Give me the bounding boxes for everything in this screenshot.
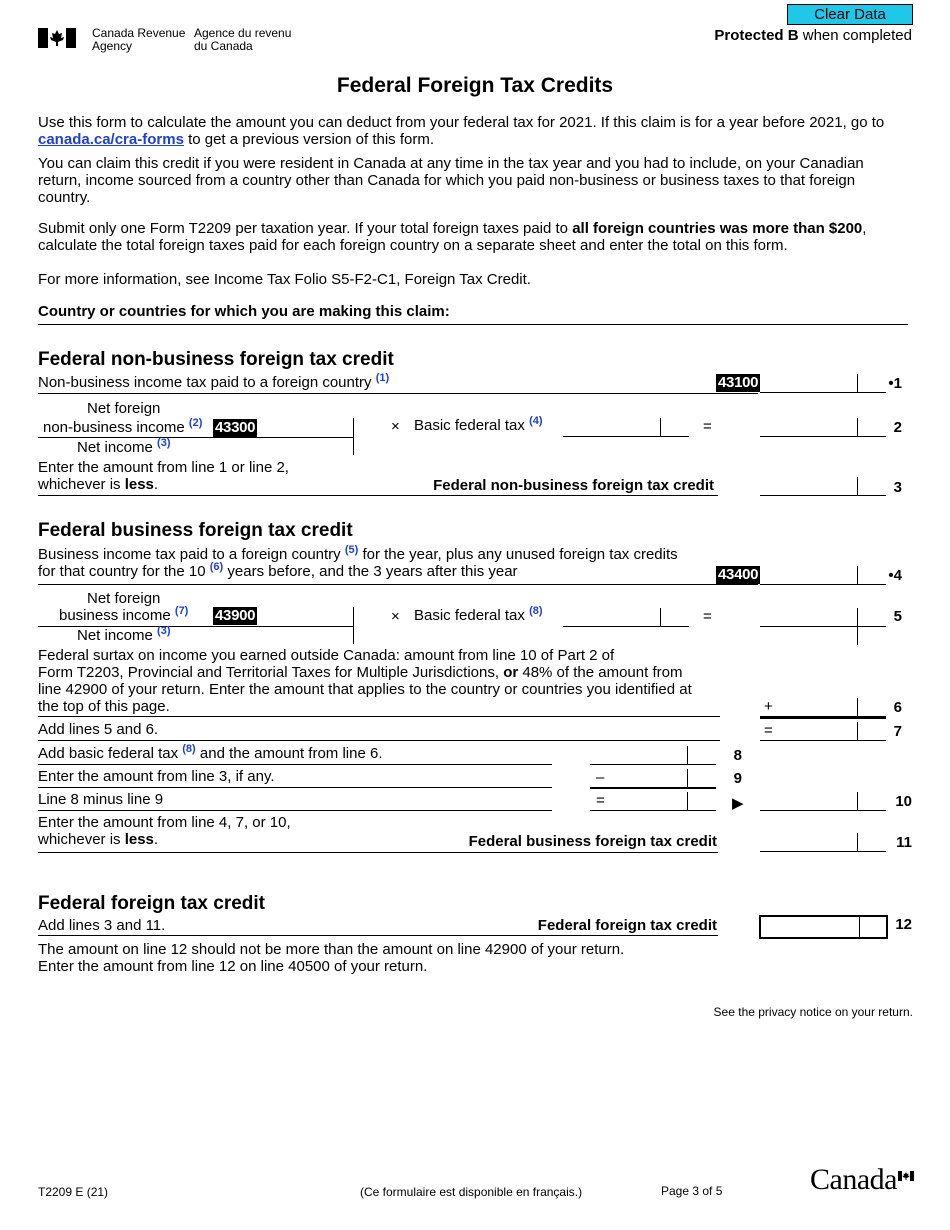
line12-number: 12 [895,916,912,933]
line3-instruction: Enter the amount from line 1 or line 2, whichever is less. [38,459,289,493]
line4-amount-field[interactable] [760,566,886,585]
line12-rule [38,935,718,936]
nb-fraction-bar [38,437,354,438]
line9-operator: – [596,769,605,786]
line8-number: 8 [733,747,742,764]
line11-number: 11 [896,834,912,851]
b-fraction-field-sep [353,607,354,644]
line4-text: Business income tax paid to a foreign country $^{(5)}$ for the year, plus any unused foreign tax credits for that country for the 10 $^{(6)}$ years before, and the 3 years after this year [38,544,678,580]
line10-arrow-icon: ▶ [732,795,744,812]
line4-rule [38,584,758,585]
line10-rule [38,810,552,811]
cra-forms-link[interactable]: canada.ca/cra-forms [38,131,184,148]
b-fraction-top-2: business income $^{(7)}$ [59,605,189,624]
line9-number: 9 [733,770,742,787]
nb-fraction-top-1: Net foreign [87,400,161,417]
line6-operator: + [764,698,773,715]
line9-amount-field[interactable] [590,769,716,789]
line7-amount-field[interactable] [760,722,886,741]
nb-basic-tax-label: Basic federal tax $^{(4)}$ [414,415,543,434]
nb-fraction-code: 43300 [215,419,256,436]
line1-rule [38,393,758,394]
line11-instruction: Enter the amount from line 4, 7, or 10, whichever is less. [38,814,291,848]
country-label: Country or countries for which you are making this claim: [38,303,450,320]
line10-amount-field[interactable] [760,792,886,811]
line7-operator: = [764,722,773,739]
b-fraction-code: 43900 [215,607,256,624]
line11-amount-field[interactable] [760,833,886,852]
line10-text: Line 8 minus line 9 [38,791,164,808]
line9-rule [38,787,552,788]
line2-number: 2 [893,419,902,436]
line4-number: •4 [888,567,902,584]
wordmark-flag-icon [898,1168,914,1178]
line3-number: 3 [893,479,902,496]
french-availability: (Ce formulaire est disponible en français.) [360,1185,583,1199]
line1-amount-field[interactable] [760,374,886,393]
line3-amount-field[interactable] [760,477,886,496]
b-basic-tax-field[interactable] [563,608,689,627]
line3-rule [38,495,718,496]
line7-number: 7 [893,723,902,740]
line6-number: 6 [893,699,902,716]
form-identifier: T2209 E (21) [38,1185,109,1199]
agency-name-en: Canada Revenue Agency [92,26,186,53]
line8-amount-field[interactable] [590,746,716,765]
canada-flag-logo [38,28,76,48]
protected-label: Protected B when completed [714,27,912,44]
line8-rule [38,764,552,765]
nonbusiness-heading: Federal non-business foreign tax credit [38,349,394,370]
line11-rule [38,852,718,853]
b-fraction-top-1: Net foreign [87,590,161,607]
line7-rule [38,740,720,741]
b-equals-sign: = [703,608,712,625]
line12-text: Add lines 3 and 11. [38,917,166,934]
line11-label: Federal business foreign tax credit [468,833,717,850]
nb-fraction-top-2: non-business income $^{(2)}$ [43,417,203,436]
line12-amount-box[interactable] [759,915,888,939]
nb-fraction-bottom: Net income $^{(3)}$ [77,437,171,456]
line6-rule [38,716,720,717]
page-title: Federal Foreign Tax Credits [336,74,614,97]
line9-text: Enter the amount from line 3, if any. [38,768,275,785]
total-note: The amount on line 12 should not be more than the amount on line 42900 of your return. Enter the amount from line 12 on line 40500 of your return. [38,941,625,975]
canada-wordmark: Canada [810,1163,897,1196]
intro-paragraph-2: You can claim this credit if you were resident in Canada at any time in the tax year and you had to include, on your Canadian return, income sourced from a country other than Canada for which you paid non-business or business taxes to that foreign country. [38,155,864,206]
intro-paragraph-3: Submit only one Form T2209 per taxation year. If your total foreign taxes paid to all foreign countries was more than $200, calculate the total foreign taxes paid for each foreign country on a separate sheet and enter the total on this form. [38,220,867,254]
clear-data-button[interactable]: Clear Data [787,4,913,25]
intro-paragraph-1: Use this form to calculate the amount you can deduct from your federal tax for 2021. If this claim is for a year before 2021, go to canada.ca/cra-forms to get a previous version of this form. [38,114,885,148]
agency-name-fr: Agence du revenu du Canada [194,26,292,53]
line12-label: Federal foreign tax credit [537,917,717,934]
line7-text: Add lines 5 and 6. [38,721,159,738]
country-underline [38,324,908,325]
line2-amount-field[interactable] [760,418,886,437]
b-times-sign: × [391,608,400,625]
line4-code: 43400 [718,566,759,583]
business-heading: Federal business foreign tax credit [38,520,353,541]
line6-amount-field[interactable] [760,698,886,719]
privacy-notice: See the privacy notice on your return. [713,1005,913,1019]
line6-text: Federal surtax on income you earned outside Canada: amount from line 10 of Part 2 of Form T2203, Provincial and Territorial Taxes for Multiple Jurisdictions, or 48% of the amount from line 42900 of your return. Enter the amount that applies to the country or countries you identified at the top of this page. [38,647,692,715]
page-number: Page 3 of 5 [661,1184,723,1198]
country-input[interactable] [470,303,910,323]
intro-paragraph-4: For more information, see Income Tax Folio S5-F2-C1, Foreign Tax Credit. [38,271,531,288]
line1-number: •1 [888,375,902,392]
line1-code: 43100 [718,374,759,391]
total-heading: Federal foreign tax credit [38,893,266,914]
line10-operator: = [596,792,605,809]
line5-field-sep-lower [857,627,858,645]
line5-amount-field[interactable] [760,608,886,627]
line3-label: Federal non-business foreign tax credit [433,477,714,494]
b-fraction-bottom: Net income $^{(3)}$ [77,625,171,644]
line5-number: 5 [893,608,902,625]
nb-basic-tax-field[interactable] [563,418,689,437]
b-basic-tax-label: Basic federal tax $^{(8)}$ [414,605,543,624]
line1-label: Non-business income tax paid to a foreign country $^{(1)}$ [38,372,390,391]
line10-number: 10 [895,793,912,810]
nb-times-sign: × [391,418,400,435]
line10-subtotal-field[interactable] [590,792,716,811]
line8-text: Add basic federal tax $^{(8)}$ and the amount from line 6. [38,743,383,762]
nb-equals-sign: = [703,418,712,435]
nb-fraction-field-sep [353,418,354,455]
